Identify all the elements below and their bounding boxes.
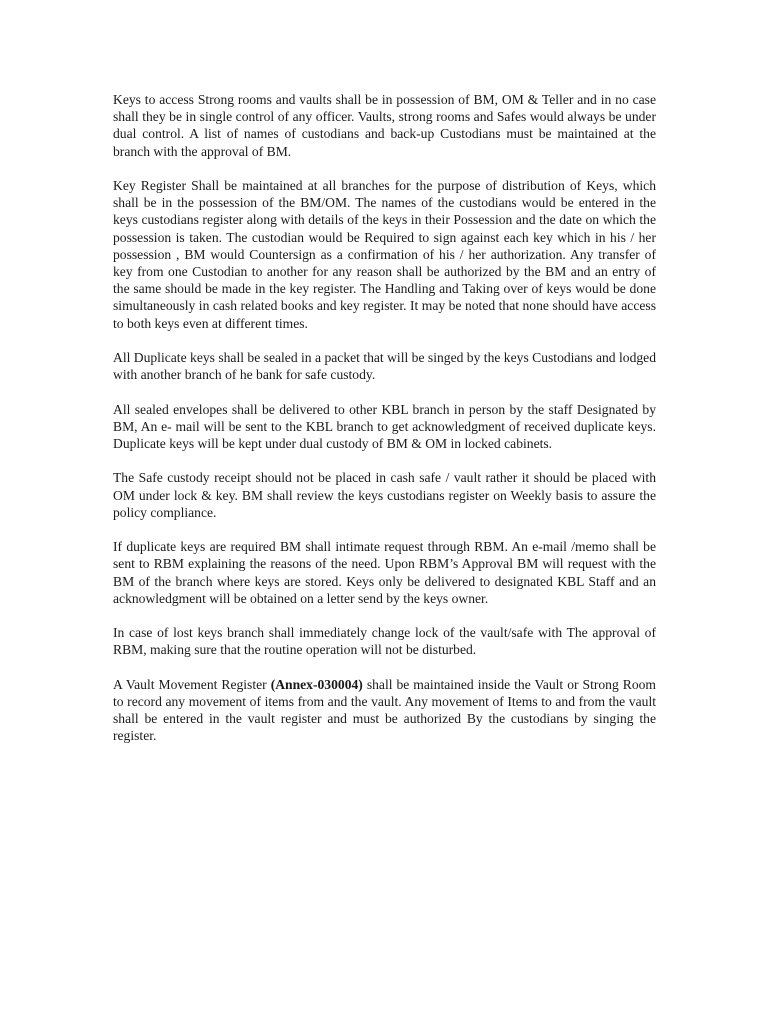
paragraph-duplicate-key-request: If duplicate keys are required BM shall intimate request through RBM. An e-mail /memo shall be sent to RBM explaining the reasons of the need. Upon RBM’s Approval BM will request with the BM of the branch where keys are stored. Keys only be delivered to designated KBL Staff and an acknowledgment will be obtained on a letter send by the keys owner.: [113, 539, 656, 606]
paragraph-safe-custody-receipt: The Safe custody receipt should not be placed in cash safe / vault rather it should be placed with OM under lock & key. BM shall review the keys custodians register on Weekly basis to assure the policy compliance.: [113, 470, 656, 520]
paragraph-sealed-envelopes: All sealed envelopes shall be delivered to other KBL branch in person by the staff Designated by BM, An e- mail will be sent to the KBL branch to get acknowledgment of received duplicate keys. Duplicate keys will be kept under dual custody of BM & OM in locked cabinets.: [113, 401, 656, 452]
document-body: [113, 91, 656, 762]
paragraph-key-register: Key Register Shall be maintained at all branches for the purpose of distribution of Keys, which shall be in the possession of the BM/OM. The names of the custodians would be entered in the keys custodians register along with details of the keys in their Possession and the date on which the possession is taken. The custodian would be Required to sign against each key which in his / her possession , BM would Countersign as a confirmation of his / her authorization. Any transfer of key from one Custodian to another for any reason shall be authorized by the BM and an entry of the same should be made in the key register. The Handling and Taking over of keys would be done simultaneously in cash related books and key register. It may be noted that none should have access to both keys even at different times.: [113, 178, 656, 331]
paragraph-vault-movement-register: [113, 676, 656, 745]
paragraph-duplicate-keys: All Duplicate keys shall be sealed in a packet that will be singed by the keys Custodians and lodged with another branch of he bank for safe custody.: [113, 350, 656, 383]
paragraph-lost-keys: In case of lost keys branch shall immediately change lock of the vault/safe with The approval of RBM, making sure that the routine operation will not be disturbed.: [113, 625, 656, 658]
vault-register-text-before: A Vault Movement Register: [113, 676, 271, 692]
paragraph-key-access: Keys to access Strong rooms and vaults shall be in possession of BM, OM & Teller and in no case shall they be in single control of any officer. Vaults, strong rooms and Safes would always be under dual control. A list of names of custodians and back-up Custodians must be maintained at the branch with the approval of BM.: [113, 92, 656, 159]
vault-register-text-after: shall be maintained inside the Vault or Strong Room to record any movement of items from and the vault. Any movement of Items to and from the vault shall be entered in the vault register and must be authorized By the custodians by singing the register.: [113, 676, 656, 744]
annex-reference: (Annex-030004): [270, 676, 363, 692]
